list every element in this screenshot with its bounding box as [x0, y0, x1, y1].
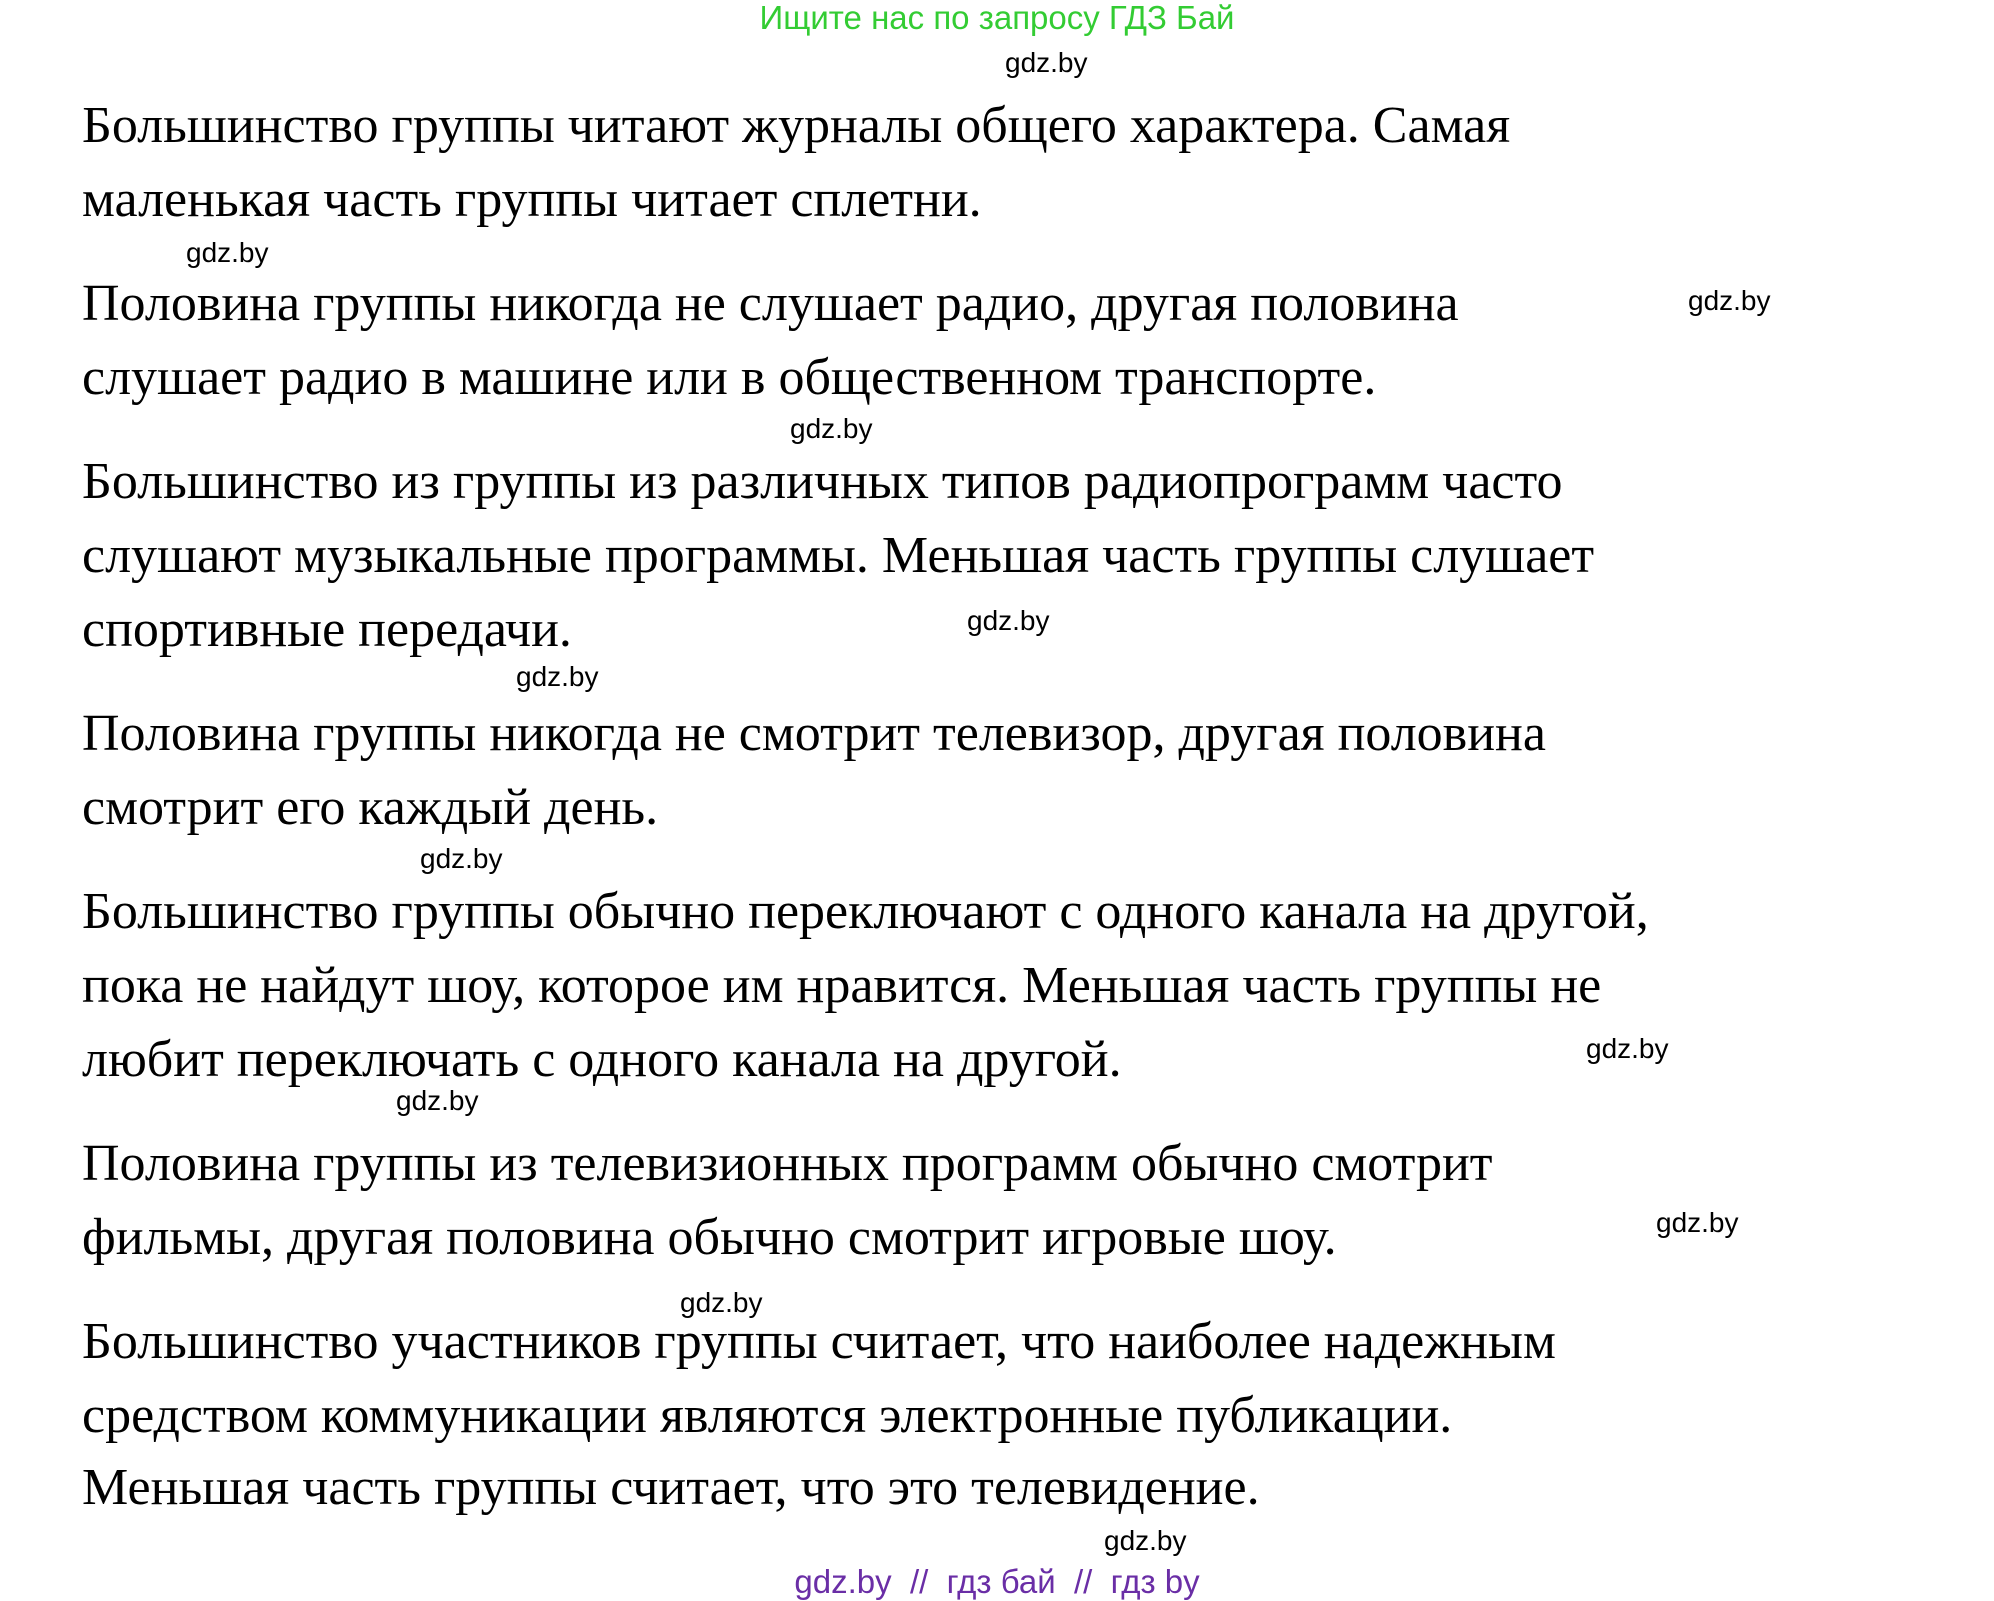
watermark: gdz.by: [1586, 1033, 1669, 1064]
paragraph-1-line-1: Большинство группы читают журналы общего характера. Самая: [82, 97, 1511, 154]
watermark: gdz.by: [186, 237, 269, 268]
search-hint: Ищите нас по запросу ГДЗ Бай: [759, 0, 1235, 36]
paragraph-2-line-2: слушает радио в машине или в общественном транспорте.: [82, 349, 1377, 406]
watermark: gdz.by: [790, 413, 873, 444]
watermark: gdz.by: [516, 661, 599, 692]
paragraph-4-line-1: Половина группы никогда не смотрит телевизор, другая половина: [82, 705, 1546, 762]
watermark: gdz.by: [1656, 1207, 1739, 1238]
watermark: gdz.by: [1005, 47, 1088, 78]
paragraph-6-line-1: Половина группы из телевизионных программ обычно смотрит: [82, 1135, 1493, 1192]
paragraph-2-line-1: Половина группы никогда не слушает радио, другая половина: [82, 275, 1459, 332]
paragraph-7-line-3: Меньшая часть группы считает, что это телевидение.: [82, 1459, 1260, 1516]
paragraph-5-line-3: любит переключать с одного канала на другой.: [82, 1031, 1122, 1088]
paragraph-7-line-1: Большинство участников группы считает, что наиболее надежным: [82, 1313, 1556, 1370]
paragraph-1-line-2: маленькая часть группы читает сплетни.: [82, 171, 982, 228]
paragraph-5-line-1: Большинство группы обычно переключают с одного канала на другой,: [82, 883, 1649, 940]
watermark: gdz.by: [420, 843, 503, 874]
paragraph-5-line-2: пока не найдут шоу, которое им нравится. Меньшая часть группы не: [82, 957, 1602, 1014]
paragraph-7-line-2: средством коммуникации являются электронные публикации.: [82, 1387, 1453, 1444]
watermark: gdz.by: [680, 1287, 763, 1318]
watermark: gdz.by: [967, 605, 1050, 636]
watermark: gdz.by: [396, 1085, 479, 1116]
paragraph-3-line-2: слушают музыкальные программы. Меньшая часть группы слушает: [82, 527, 1595, 584]
watermark: gdz.by: [1688, 285, 1771, 316]
paragraph-6-line-2: фильмы, другая половина обычно смотрит игровые шоу.: [82, 1209, 1337, 1266]
watermark: gdz.by: [1104, 1525, 1187, 1556]
footer-links-note: gdz.by // гдз бай // гдз by: [794, 1563, 1200, 1600]
paragraph-3-line-3: спортивные передачи.: [82, 601, 572, 658]
paragraph-3-line-1: Большинство из группы из различных типов радиопрограмм часто: [82, 453, 1563, 510]
paragraph-4-line-2: смотрит его каждый день.: [82, 779, 659, 836]
